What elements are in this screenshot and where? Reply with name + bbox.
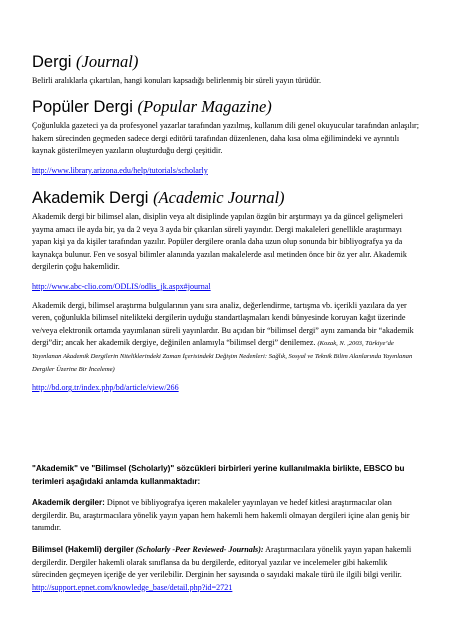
section-ebsco-definitions — [32, 463, 422, 594]
heading-tr: Popüler Dergi — [32, 98, 133, 116]
heading-en: (Popular Magazine) — [137, 97, 272, 116]
heading-tr: Dergi — [32, 53, 72, 71]
definition-scholarly — [32, 544, 422, 582]
heading-en: (Journal) — [76, 52, 139, 71]
paragraph-text: Akademik dergi, bilimsel araştırma bulgularının yanı sıra analiz, değerlendirme, tartışma vb. içerikli yazılara da yer veren, çoğunlukla bilimsel nitelikteki dergilerin uyduğu standartlaşmaları kendi bünyesinde koruyan kağıt üzerinde ve/veya elektronik ortamda yayımlanan süreli yayınlardır. Bu açıdan bir “bilimsel dergi” aynı zamanda bir “akademik dergi”dir; ancak her akademik dergiye, değinilen anlamıyla “bilimsel dergi” denilemez. — [32, 300, 414, 348]
heading-en: (Academic Journal) — [153, 188, 285, 207]
section-dergi — [32, 52, 422, 88]
section-heading — [32, 97, 422, 117]
section-akademik-dergi — [32, 188, 422, 395]
paragraph: Çoğunlukla gazeteci ya da profesyonel yazarlar tarafından yazılmış, kullanım dili genel okuyucular tarafından anlaşılır; hakem sürecinden geçmeden sadece dergi editörü tarafından düzenlenen, daha kısa olma eğilimindeki ve ayrıntılı kaynak gösterilmeyen yazıların oluşturduğu dergi çeşitidir. — [32, 121, 420, 156]
paragraph — [32, 300, 422, 376]
term-definition: Dipnot ve bibliyografya içeren makaleler yayınlayan ve hedef kitlesi araştırmacılar olan dergilerdir. Bu, araştırmacılara yönelik yayın yapan hem hakemli hem hakemli olmayan dergileri içine alan geniş bir tanımdır. — [32, 498, 410, 533]
term-label: Bilimsel (Hakemli) dergiler — [32, 544, 134, 554]
section-heading — [32, 188, 422, 208]
term-definition: Araştırmacılara yönelik yayın yapan hakemli dergilerdir. Dergiler hakemli olarak sınıflansa da bu dergilerde, editoryal yazılar ve incelemeler gibi hakemlik sürecinden geçmeyen içeriğe de yer verilebilir. Derginin her sayısında o sayıdaki makale türü ile ilgili bilgi verilir. — [32, 544, 412, 580]
paragraph: Akademik dergi bir bilimsel alan, disiplin veya alt disiplinde yapılan özgün bir arştırmayı ya da güncel gelişmeleri yayma amacı ile ayda bir, ya da 2 veya 3 ayda bir çıkarılan süreli yayındır. Dergi makaleleri genellikle araştırmayı yapan kişi ya da kişiler tarafından yazılır. Popüler dergilere oranla daha uzun olup sonunda bir bibliyografya ya da kaynakça bulunur. Fen ve sosyal bilimler alanında yazılan makalelerde asıl metinden önce bir öz yer alır. Akademik dergilerin çoğu hakemlidir. — [32, 212, 407, 272]
section-populer-dergi — [32, 97, 422, 177]
citation: (Kozak, N. ,2003, Türkiye’de Yayınlanan Akademik Dergilerin Niteliklerindeki Zaman İçerisindeki Değişim Nedenleri: Sağlık, Sosyal ve Teknik Bilim Alanlarında Yayınlanan Dergiler Üzerine Bir İnceleme) — [32, 340, 413, 373]
paragraph: Belirli aralıklarla çıkartılan, hangi konuları kapsadığı belirlenmiş bir süreli yayın türüdür. — [32, 76, 322, 85]
term-label: Akademik dergiler: — [32, 498, 105, 508]
intro-text: "Akademik" ve "Bilimsel (Scholarly)" sözcükleri birbirleri yerine kullanılmakla birlikte, EBSCO bu terimleri aşağıdaki anlamda kullanmaktadır: — [32, 464, 405, 486]
source-link[interactable]: http://bd.org.tr/index.php/bd/article/view/266 — [32, 383, 179, 393]
section-heading — [32, 52, 422, 72]
source-link[interactable]: http://support.epnet.com/knowledge_base/detail.php?id=2721 — [32, 582, 233, 592]
heading-tr: Akademik Dergi — [32, 189, 149, 207]
source-link[interactable]: http://www.library.arizona.edu/help/tutorials/scholarly — [32, 165, 208, 175]
definition-academic — [32, 497, 422, 535]
source-link[interactable]: http://www.abc-clio.com/ODLIS/odlis_jk.aspx#journal — [32, 281, 211, 291]
term-label-en: (Scholarly -Peer Reviewed- Journals): — [133, 544, 264, 554]
